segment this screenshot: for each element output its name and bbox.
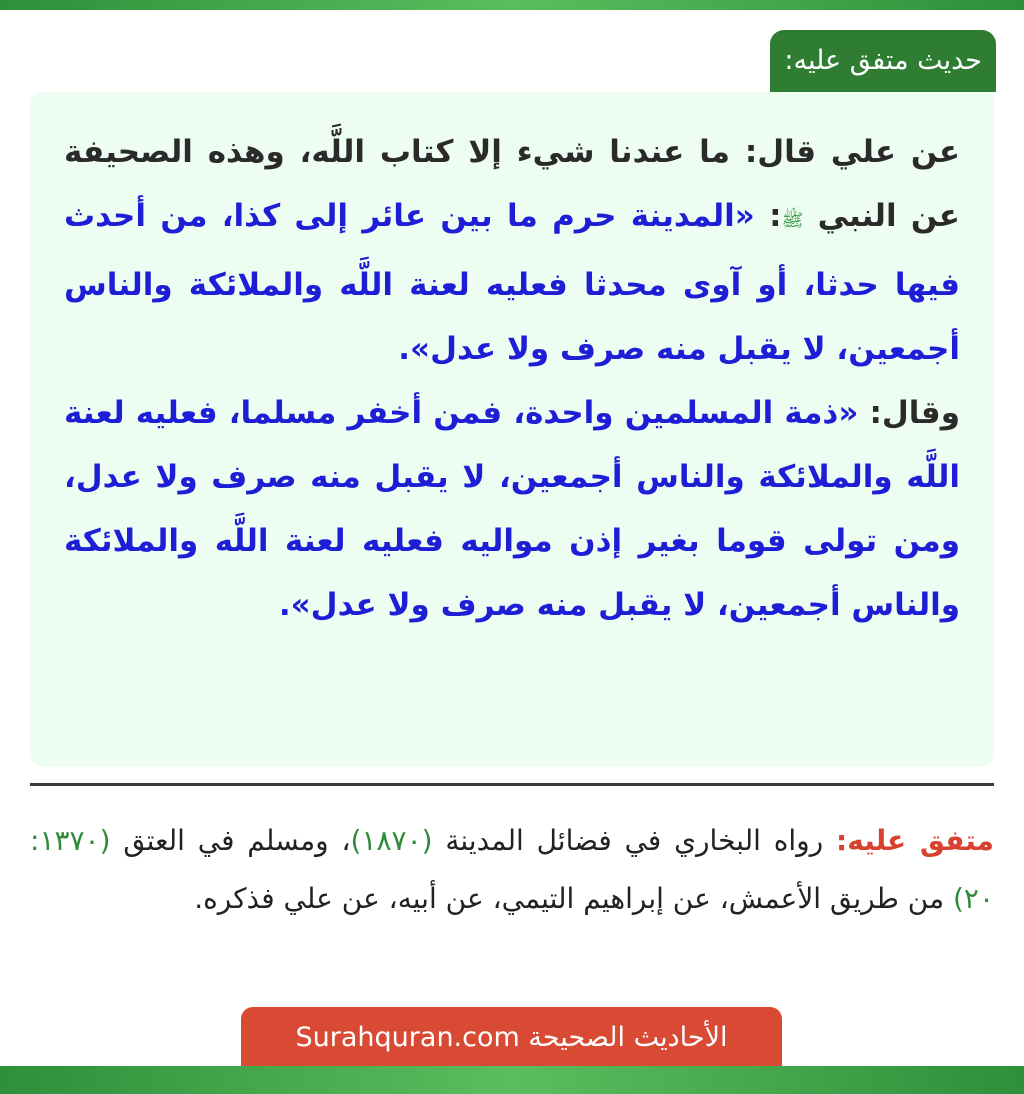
salawat-glyph: ﷺ [781, 210, 804, 231]
reference-number: (١٣٧٠: ٢٠) [30, 824, 994, 915]
top-decorative-bar [0, 0, 1024, 10]
section-divider [30, 783, 994, 786]
source-reference [30, 812, 994, 928]
hadith-paragraph-1 [64, 120, 960, 381]
hadith-text-box [30, 92, 994, 767]
reference-number: (١٨٧٠) [350, 824, 433, 857]
bottom-decorative-bar [0, 1066, 1024, 1094]
hadith-quote-text: «ذمة المسلمين واحدة، فمن أخفر مسلما، فعليه لعنة اللَّه والملائكة والناس أجمعين، لا يقبل منه صرف ولا عدل، ومن تولى قوما بغير إذن مواليه فعليه لعنة اللَّه والملائكة والناس أجمعين، لا يقبل منه صرف ولا عدل». [64, 395, 960, 623]
narration-colon: : [754, 198, 782, 234]
source-text: ، ومسلم في العتق [110, 824, 351, 857]
hadith-quote-text: «المدينة حرم ما بين عائر إلى كذا، من أحدث فيها حدثا، أو آوى محدثا فعليه لعنة اللَّه والملائكة والناس أجمعين، لا يقبل منه صرف ولا عدل». [64, 198, 960, 367]
source-text: رواه البخاري في فضائل المدينة [432, 824, 837, 857]
hadith-paragraph-2 [64, 381, 960, 637]
site-brand-badge: الأحاديث الصحيحة Surahquran.com [241, 1007, 782, 1067]
hadith-section-label: حديث متفق عليه: [770, 30, 996, 92]
source-label: متفق عليه: [836, 824, 994, 857]
narration-text: وقال: [858, 395, 960, 431]
narration-text: عن علي قال: ما عندنا شيء إلا كتاب اللَّه، وهذه الصحيفة عن النبي [64, 134, 960, 234]
source-text: من طريق الأعمش، عن إبراهيم التيمي، عن أبيه، عن علي فذكره. [194, 882, 953, 915]
